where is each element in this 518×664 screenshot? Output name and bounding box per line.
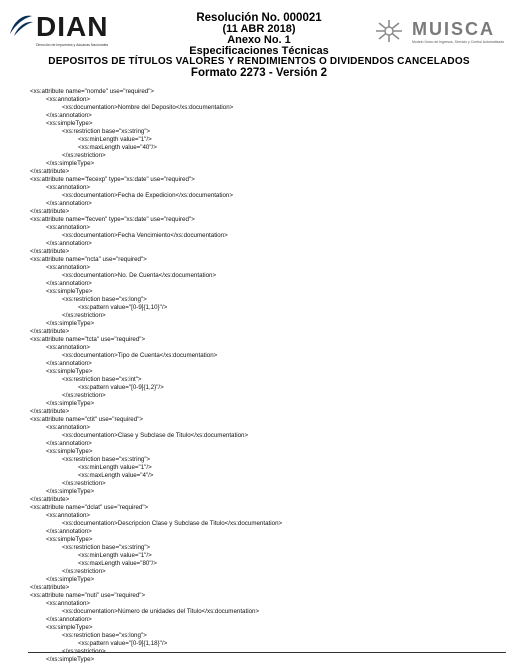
- code-line: </xs:annotation>: [46, 360, 92, 367]
- code-line: <xs:annotation>: [46, 184, 91, 191]
- code-line: </xs:simpleType>: [46, 400, 95, 407]
- code-line: </xs:annotation>: [46, 528, 92, 535]
- code-line: </xs:attribute>: [30, 248, 70, 255]
- code-line: <xs:simpleType>: [46, 288, 93, 295]
- code-line: <xs:minLength value="1"/>: [78, 552, 152, 559]
- code-line: </xs:simpleType>: [46, 488, 95, 495]
- code-line: <xs:annotation>: [46, 264, 91, 271]
- muisca-emblem-icon: [370, 18, 408, 44]
- code-line: <xs:simpleType>: [46, 368, 93, 375]
- footer-divider: [28, 652, 506, 653]
- code-line: <xs:simpleType>: [46, 624, 93, 631]
- code-line: <xs:simpleType>: [46, 448, 93, 455]
- code-line: <xs:restriction base="xs:long">: [62, 296, 147, 303]
- code-line: <xs:documentation>Tipo de Cuenta</xs:documentation>: [62, 352, 218, 359]
- code-line: </xs:attribute>: [30, 168, 70, 175]
- code-line: <xs:documentation>Fecha Vencimiento</xs:documentation>: [62, 232, 228, 239]
- code-line: </xs:restriction>: [62, 392, 106, 399]
- code-line: </xs:annotation>: [46, 616, 92, 623]
- code-line: <xs:attribute name="nomde" use="required">: [30, 88, 155, 95]
- code-line: <xs:restriction base="xs:string">: [62, 456, 151, 463]
- code-line: </xs:restriction>: [62, 480, 106, 487]
- code-line: <xs:maxLength value="40"/>: [78, 144, 157, 151]
- code-line: <xs:documentation>Número de unidades del Titulo</xs:documentation>: [62, 608, 260, 615]
- code-line: <xs:attribute name="fecexp" type="xs:date" use="required">: [30, 176, 195, 183]
- code-line: <xs:restriction base="xs:long">: [62, 632, 147, 639]
- format-version: Formato 2273 - Versión 2: [190, 67, 328, 79]
- code-line: </xs:attribute>: [30, 408, 70, 415]
- code-line: <xs:attribute name="nuti" use="required">: [30, 592, 146, 599]
- code-line: </xs:restriction>: [62, 568, 106, 575]
- code-line: <xs:pattern value="[0-9]{1,10}"/>: [78, 304, 168, 311]
- muisca-logo-tagline: Modelo Único de Ingresos, Servicio y Control Automatizado: [412, 40, 505, 44]
- code-line: </xs:attribute>: [30, 208, 70, 215]
- code-line: <xs:attribute name="ncta" use="required">: [30, 256, 147, 263]
- code-line: </xs:simpleType>: [46, 160, 95, 167]
- code-line: </xs:annotation>: [46, 112, 92, 119]
- dian-logo-tagline: Dirección de Impuestos y Aduanas Nacionales: [36, 43, 109, 47]
- code-line: <xs:documentation>Clase y Subclase de Titulo</xs:documentation>: [62, 432, 249, 439]
- code-line: </xs:simpleType>: [46, 576, 95, 583]
- document-header: [0, 0, 518, 82]
- muisca-logo-word: MUISCA: [412, 19, 495, 39]
- resolution-date: (11 ABR 2018): [222, 23, 296, 35]
- code-line: </xs:attribute>: [30, 584, 70, 591]
- code-line: <xs:pattern value="[0-9]{1,2}"/>: [78, 384, 164, 391]
- code-line: <xs:restriction base="xs:string">: [62, 128, 151, 135]
- code-line: </xs:annotation>: [46, 280, 92, 287]
- code-line: </xs:simpleType>: [46, 320, 95, 327]
- code-line: </xs:annotation>: [46, 240, 92, 247]
- code-line: <xs:documentation>Descripcion Clase y Subclase de Titulo</xs:documentation>: [62, 520, 283, 527]
- code-line: </xs:attribute>: [30, 328, 70, 335]
- code-line: <xs:simpleType>: [46, 120, 93, 127]
- code-line: <xs:maxLength value="80"/>: [78, 560, 157, 567]
- code-line: <xs:annotation>: [46, 600, 91, 607]
- resolution-number: Resolución No. 000021: [196, 12, 322, 24]
- code-line: </xs:simpleType>: [46, 656, 95, 663]
- code-line: <xs:simpleType>: [46, 536, 93, 543]
- code-line: <xs:attribute name="tcta" use="required">: [30, 336, 146, 343]
- code-line: </xs:annotation>: [46, 200, 92, 207]
- code-line: <xs:minLength value="1"/>: [78, 464, 152, 471]
- dian-logo-word: DIAN: [36, 11, 109, 42]
- code-line: <xs:restriction base="xs:string">: [62, 544, 151, 551]
- code-line: <xs:annotation>: [46, 424, 91, 431]
- code-line: <xs:attribute name="dclat" use="required">: [30, 504, 149, 511]
- code-line: <xs:annotation>: [46, 344, 91, 351]
- annex-number: Anexo No. 1: [227, 34, 291, 46]
- code-line: <xs:annotation>: [46, 96, 91, 103]
- spec-heading: Especificaciones Técnicas: [189, 45, 329, 57]
- code-line: <xs:documentation>Nombre del Deposito</xs:documentation>: [62, 104, 234, 111]
- code-line: </xs:restriction>: [62, 152, 106, 159]
- muisca-logo: [370, 16, 512, 52]
- code-line: <xs:documentation>Fecha de Expedicion</xs:documentation>: [62, 192, 233, 199]
- code-line: <xs:minLength value="1"/>: [78, 136, 152, 143]
- code-line: <xs:annotation>: [46, 224, 91, 231]
- code-line: <xs:documentation>No. De Cuenta</xs:documentation>: [62, 272, 217, 279]
- code-line: </xs:attribute>: [30, 496, 70, 503]
- code-line: <xs:pattern value="[0-9]{1,18}"/>: [78, 640, 168, 647]
- code-line: <xs:maxLength value="4"/>: [78, 472, 154, 479]
- document-subject: DEPOSITOS DE TÍTULOS VALORES Y RENDIMIENTOS O DIVIDENDOS CANCELADOS: [48, 56, 470, 67]
- code-line: <xs:attribute name="ctit" use="required">: [30, 416, 144, 423]
- code-line: </xs:restriction>: [62, 312, 106, 319]
- code-line: <xs:attribute name="fecven" type="xs:date" use="required">: [30, 216, 195, 223]
- code-line: </xs:annotation>: [46, 440, 92, 447]
- code-line: <xs:annotation>: [46, 512, 91, 519]
- code-line: <xs:restriction base="xs:int">: [62, 376, 142, 383]
